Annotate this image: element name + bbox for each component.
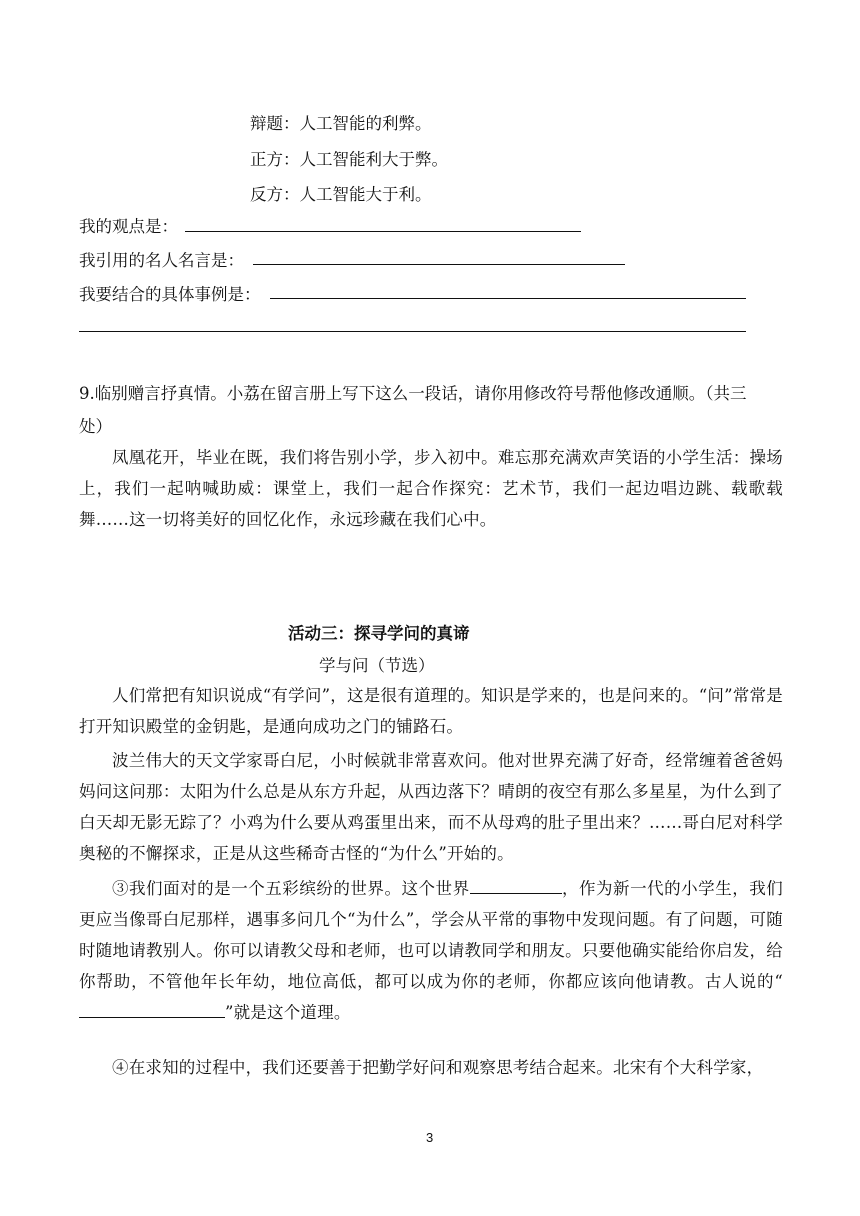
example-answer-line[interactable] bbox=[270, 298, 746, 299]
my-view-answer-line[interactable] bbox=[185, 231, 581, 232]
article-title: 学与问（节选） bbox=[319, 656, 435, 675]
article-paragraph-4: ④在求知的过程中，我们还要善于把勤学好问和观察思考结合起来。北宋有个大科学家， bbox=[112, 1058, 764, 1077]
paragraph-3-start: ③我们面对的是一个五彩缤纷的世界。这个世界 bbox=[112, 879, 470, 898]
article-paragraph-2: 波兰伟大的天文学家哥白尼，小时候就非常喜欢问。他对世界充满了好奇，经常缠着爸爸妈妈问这问那：太阳为什么总是从东方升起，从西边落下？晴朗的夜空有那么多星星，为什么到了白天却无影无踪了？小鸡为什么要从鸡蛋里出来，而不从母鸡的肚子里出来？……哥白尼对科学奥秘的不懈探求，正是从这些稀奇古怪的“为什么”开始的。 bbox=[79, 751, 783, 863]
example-label: 我要结合的具体事例是： bbox=[79, 285, 261, 304]
quote-open-mark: “ bbox=[774, 972, 783, 991]
debate-pro-side: 正方：人工智能利大于弊。 bbox=[250, 150, 448, 169]
paragraph-3-end: ”就是这个道理。 bbox=[225, 1003, 351, 1022]
example-answer-line-2[interactable] bbox=[79, 331, 746, 332]
question-9-passage: 凤凰花开，毕业在既，我们将告别小学，步入初中。难忘那充满欢声笑语的小学生活：操场上，我们一起呐喊助威：课堂上，我们一起合作探究：艺术节，我们一起边唱边跳、载歌载舞……这一切将美好的回忆化作，永远珍藏在我们心中。 bbox=[79, 448, 783, 529]
question-9-text-cont: 处） bbox=[79, 417, 112, 436]
debate-topic: 辩题：人工智能的利弊。 bbox=[250, 114, 432, 133]
quote-label: 我引用的名人名言是： bbox=[79, 251, 244, 270]
quote-answer-line[interactable] bbox=[253, 264, 625, 265]
fill-blank-ancient-saying[interactable] bbox=[79, 1003, 225, 1018]
fill-blank-world[interactable] bbox=[470, 879, 562, 894]
activity-3-heading: 活动三：探寻学问的真谛 bbox=[288, 624, 470, 643]
paragraph-3-middle: ，作为新一代的小学生，我们更应当像哥白尼那样，遇事多问几个“为什么”，学会从平常的事物中发现问题。有了问题，可随时随地请教别人。你可以请教父母和老师，也可以请教同学和朋友。只要他确实能给你启发，给你帮助，不管他年长年幼，地位高低，都可以成为你的老师，你都应该向他请教。古人说的 bbox=[79, 879, 784, 991]
question-9-text: 9.临别赠言抒真情。小荔在留言册上写下这么一段话，请你用修改符号帮他修改通顺。（共三 bbox=[79, 384, 747, 403]
debate-con-side: 反方：人工智能大于利。 bbox=[250, 185, 432, 204]
article-paragraph-3 bbox=[79, 873, 783, 1028]
page-number: 3 bbox=[426, 1130, 434, 1145]
my-view-label: 我的观点是： bbox=[79, 217, 178, 236]
article-paragraph-1: 人们常把有知识说成“有学问”，这是很有道理的。知识是学来的，也是问来的。“问”常常是打开知识殿堂的金钥匙，是通向成功之门的铺路石。 bbox=[79, 686, 783, 736]
